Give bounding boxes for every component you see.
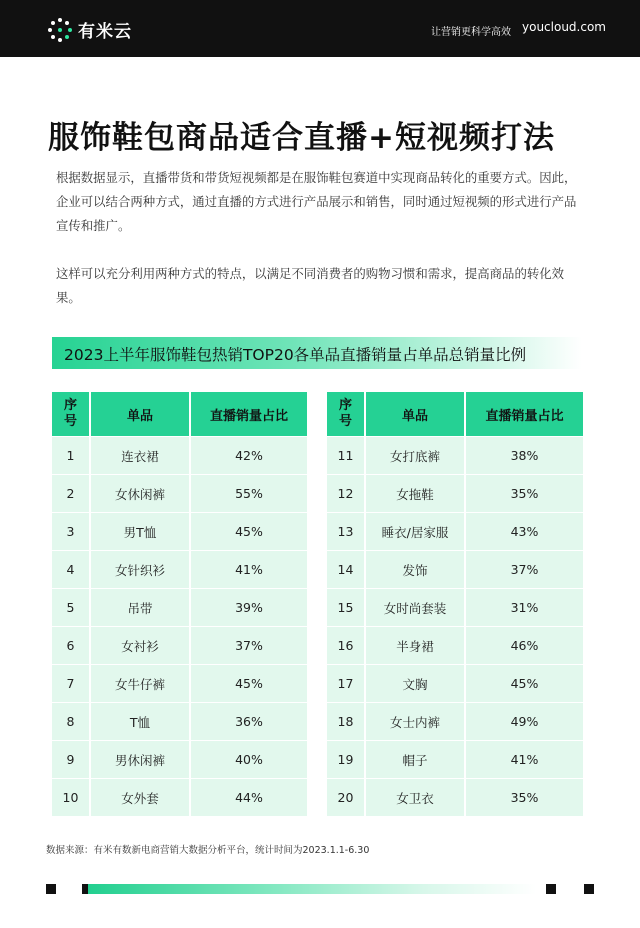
share-cell: 45% <box>191 664 307 702</box>
rank-cell: 13 <box>327 512 366 550</box>
table-row <box>327 436 583 474</box>
brand-logo[interactable] <box>48 17 132 42</box>
paragraph-1: 根据数据显示，直播带货和带货短视频都是在服饰鞋包赛道中实现商品转化的重要方式。因此，企业可以结合两种方式，通过直播的方式进行产品展示和销售，同时通过短视频的形式进行产品宣传和推广。 <box>56 170 577 233</box>
footer-gradient-bar <box>88 884 536 894</box>
footer-square <box>546 884 556 894</box>
table-row <box>52 474 307 512</box>
header-item: 单品 <box>91 392 191 436</box>
rank-cell: 5 <box>52 588 91 626</box>
share-cell: 55% <box>191 474 307 512</box>
top-bar <box>0 0 640 57</box>
rank-cell: 20 <box>327 778 366 816</box>
site-link[interactable]: youcloud.com <box>522 20 606 34</box>
rank-cell: 11 <box>327 436 366 474</box>
item-cell: 女卫衣 <box>366 778 466 816</box>
footer-square <box>584 884 594 894</box>
table-title: 2023上半年服饰鞋包热销TOP20各单品直播销量占单品总销量比例 <box>64 346 527 364</box>
rank-cell: 17 <box>327 664 366 702</box>
rank-cell: 4 <box>52 550 91 588</box>
share-cell: 41% <box>191 550 307 588</box>
share-cell: 49% <box>466 702 583 740</box>
header-pct: 直播销量占比 <box>191 392 307 436</box>
header-item: 单品 <box>366 392 466 436</box>
table-row <box>52 626 307 664</box>
rank-cell: 12 <box>327 474 366 512</box>
table-header-row <box>52 392 307 436</box>
data-source-note: 数据来源：有米有数新电商营销大数据分析平台，统计时间为2023.1.1-6.30 <box>46 845 370 856</box>
table-row <box>52 778 307 816</box>
table-row <box>327 778 583 816</box>
share-cell: 46% <box>466 626 583 664</box>
item-cell: 半身裙 <box>366 626 466 664</box>
rank-cell: 8 <box>52 702 91 740</box>
table-row <box>52 702 307 740</box>
item-cell: 女士内裤 <box>366 702 466 740</box>
item-cell: 连衣裙 <box>91 436 191 474</box>
rank-cell: 3 <box>52 512 91 550</box>
item-cell: T恤 <box>91 702 191 740</box>
table-row <box>52 664 307 702</box>
item-cell: 女针织衫 <box>91 550 191 588</box>
item-cell: 睡衣/居家服 <box>366 512 466 550</box>
item-cell: 女休闲裤 <box>91 474 191 512</box>
logo-text: 有米云 <box>78 22 132 42</box>
rank-cell: 6 <box>52 626 91 664</box>
item-cell: 女外套 <box>91 778 191 816</box>
page-title: 服饰鞋包商品适合直播+短视频打法 <box>48 120 555 156</box>
table-row <box>327 588 583 626</box>
share-cell: 45% <box>191 512 307 550</box>
share-cell: 43% <box>466 512 583 550</box>
table-row <box>327 664 583 702</box>
table-row <box>327 474 583 512</box>
item-cell: 帽子 <box>366 740 466 778</box>
rank-cell: 2 <box>52 474 91 512</box>
share-cell: 40% <box>191 740 307 778</box>
item-cell: 女牛仔裤 <box>91 664 191 702</box>
rank-cell: 18 <box>327 702 366 740</box>
table-row <box>52 550 307 588</box>
share-cell: 35% <box>466 778 583 816</box>
item-cell: 男休闲裤 <box>91 740 191 778</box>
share-cell: 36% <box>191 702 307 740</box>
logo-dots-icon <box>48 18 72 42</box>
table-row <box>327 550 583 588</box>
rank-cell: 10 <box>52 778 91 816</box>
table-row <box>327 740 583 778</box>
ranking-table-right <box>327 392 583 816</box>
share-cell: 44% <box>191 778 307 816</box>
table-row <box>327 702 583 740</box>
rank-cell: 16 <box>327 626 366 664</box>
table-header-row <box>327 392 583 436</box>
rank-cell: 7 <box>52 664 91 702</box>
paragraph-2: 这样可以充分利用两种方式的特点，以满足不同消费者的购物习惯和需求，提高商品的转化效果。 <box>56 266 565 305</box>
table-row <box>52 740 307 778</box>
share-cell: 39% <box>191 588 307 626</box>
rank-cell: 19 <box>327 740 366 778</box>
table-row <box>52 588 307 626</box>
share-cell: 45% <box>466 664 583 702</box>
footer-square <box>46 884 56 894</box>
share-cell: 37% <box>466 550 583 588</box>
rank-cell: 14 <box>327 550 366 588</box>
header-no: 序号 <box>52 392 91 436</box>
rank-cell: 1 <box>52 436 91 474</box>
share-cell: 41% <box>466 740 583 778</box>
share-cell: 38% <box>466 436 583 474</box>
item-cell: 文胸 <box>366 664 466 702</box>
table-row <box>52 512 307 550</box>
item-cell: 女时尚套装 <box>366 588 466 626</box>
item-cell: 女衬衫 <box>91 626 191 664</box>
table-row <box>327 626 583 664</box>
table-title-banner <box>52 337 582 369</box>
share-cell: 37% <box>191 626 307 664</box>
share-cell: 31% <box>466 588 583 626</box>
header-pct: 直播销量占比 <box>466 392 583 436</box>
slogan: 让营销更科学高效 <box>431 27 511 38</box>
rank-cell: 15 <box>327 588 366 626</box>
table-row <box>327 512 583 550</box>
item-cell: 男T恤 <box>91 512 191 550</box>
share-cell: 42% <box>191 436 307 474</box>
item-cell: 吊带 <box>91 588 191 626</box>
header-no: 序号 <box>327 392 366 436</box>
item-cell: 发饰 <box>366 550 466 588</box>
item-cell: 女打底裤 <box>366 436 466 474</box>
table-row <box>52 436 307 474</box>
ranking-table-left <box>52 392 307 816</box>
share-cell: 35% <box>466 474 583 512</box>
rank-cell: 9 <box>52 740 91 778</box>
item-cell: 女拖鞋 <box>366 474 466 512</box>
